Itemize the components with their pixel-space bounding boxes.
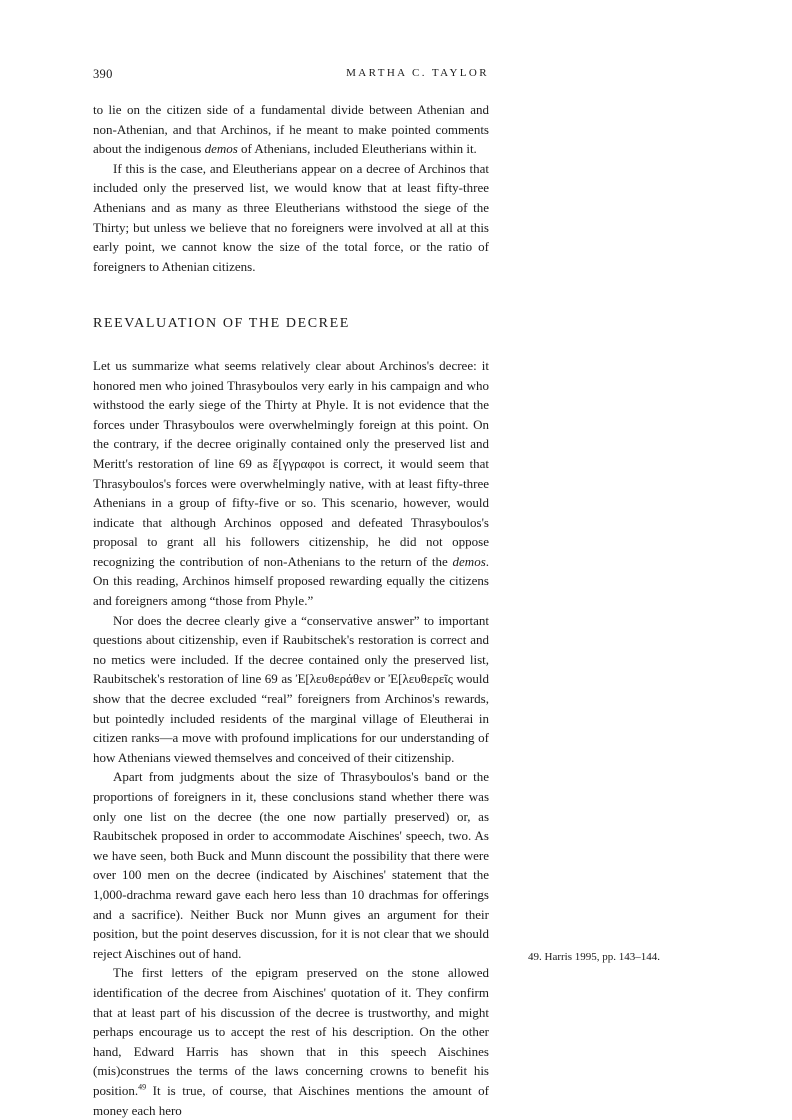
running-head-author: MARTHA C. TAYLOR (346, 67, 489, 79)
paragraph-3-emphasis: demos (452, 553, 486, 569)
paragraph-1-tail: of Athenians, included Eleutherians within it. (237, 141, 477, 157)
paragraph-1-text: to lie on the citizen side of a fundamental divide between Athenian and non-Athenian, and that Archinos, if he meant to make pointed comments about the indigenous (93, 102, 489, 157)
paragraph-6 (93, 963, 489, 1120)
paragraph-1-emphasis: demos (204, 141, 238, 157)
footnote-49: 49. Harris 1995, pp. 143–144. (528, 951, 660, 963)
paragraph-2: If this is the case, and Eleutherians appear on a decree of Archinos that included only the preserved list, we would know that at least fifty-three Athenians and as many as three Eleutherians withstood the siege of the Thirty; but unless we believe that no foreigners were involved at all at this early point, we cannot know the size of the total force, or the ratio of foreigners to Athenian citizens. (93, 160, 489, 274)
paragraph-5: Apart from judgments about the size of Thrasyboulos's band or the proportions of foreigners in it, these conclusions stand whether there was only one list on the decree (the one now partially preserved) or, as Raubitschek proposed in order to accommodate Aischines' speech, two. As we have seen, both Buck and Munn discount the possibility that there were over 100 men on the decree (indicated by Aischines' statement that the 1,000-drachma reward gave each hero less than 10 drachmas for offerings and a sacrifice). Neither Buck nor Munn gives an argument for their position, but the point deserves discussion, for it is not clear that we should reject Aischines out of hand. (93, 769, 489, 961)
footnote-ref-49[interactable]: 49 (138, 1082, 147, 1092)
paragraph-6-tail: It is true, of course, that Aischines mentions the amount of money each hero (93, 1082, 489, 1118)
section-heading: REEVALUATION OF THE DECREE (93, 316, 350, 332)
paragraph-1 (93, 100, 489, 159)
paragraph-3-text: Let us summarize what seems relatively clear about Archinos's decree: it honored men who joined Thrasyboulos very early in his campaign and who withstood the early siege of the Thirty at Phyle. It is not evidence that the forces under Thrasyboulos were overwhelmingly foreign at this point. On the contrary, if the decree originally contained only the preserved list and Meritt's restoration of line 69 as ἔ[γγραφοι is correct, it would seem that Thrasyboulos's forces were overwhelmingly native, with at least fifty-three Athenians in a group of fifty-five or so. This scenario, however, would indicate that although Archinos opposed and defeated Thrasyboulos's proposal to grant all his followers citizenship, he did not oppose recognizing the contribution of non-Athenians to the return of the (93, 357, 489, 569)
paragraph-3 (93, 356, 489, 611)
main-text-column (93, 100, 489, 1120)
paragraph-3-tail: . On this reading, Archinos himself proposed rewarding equally the citizens and foreigners among “those from Phyle.” (93, 553, 489, 609)
paragraph-6-text: The first letters of the epigram preserved on the stone allowed identification of the decree from Aischines' quotation of it. They confirm that at least part of his discussion of the decree is trustworthy, and might perhaps encourage us to accept the rest of his description. On the other hand, Edward Harris has shown that in this speech Aischines (mis)construes the terms of the laws concerning crowns to benefit his position. (93, 965, 489, 1098)
paragraph-4: Nor does the decree clearly give a “conservative answer” to important questions about citizenship, even if Raubitschek's restoration is correct and no metics were included. If the decree contained only the preserved list, Raubitschek's restoration of line 69 as Ἐ[λευθεράθεν or Ἐ[λευθερεῖς would show that the decree excluded “real” foreigners from Archinos's rewards, but pointedly included residents of the marginal village of Eleutherai in citizen ranks—a move with profound implications for our understanding of how Athenians viewed themselves and conceived of their citizenship. (93, 612, 489, 765)
page-number: 390 (93, 67, 113, 81)
